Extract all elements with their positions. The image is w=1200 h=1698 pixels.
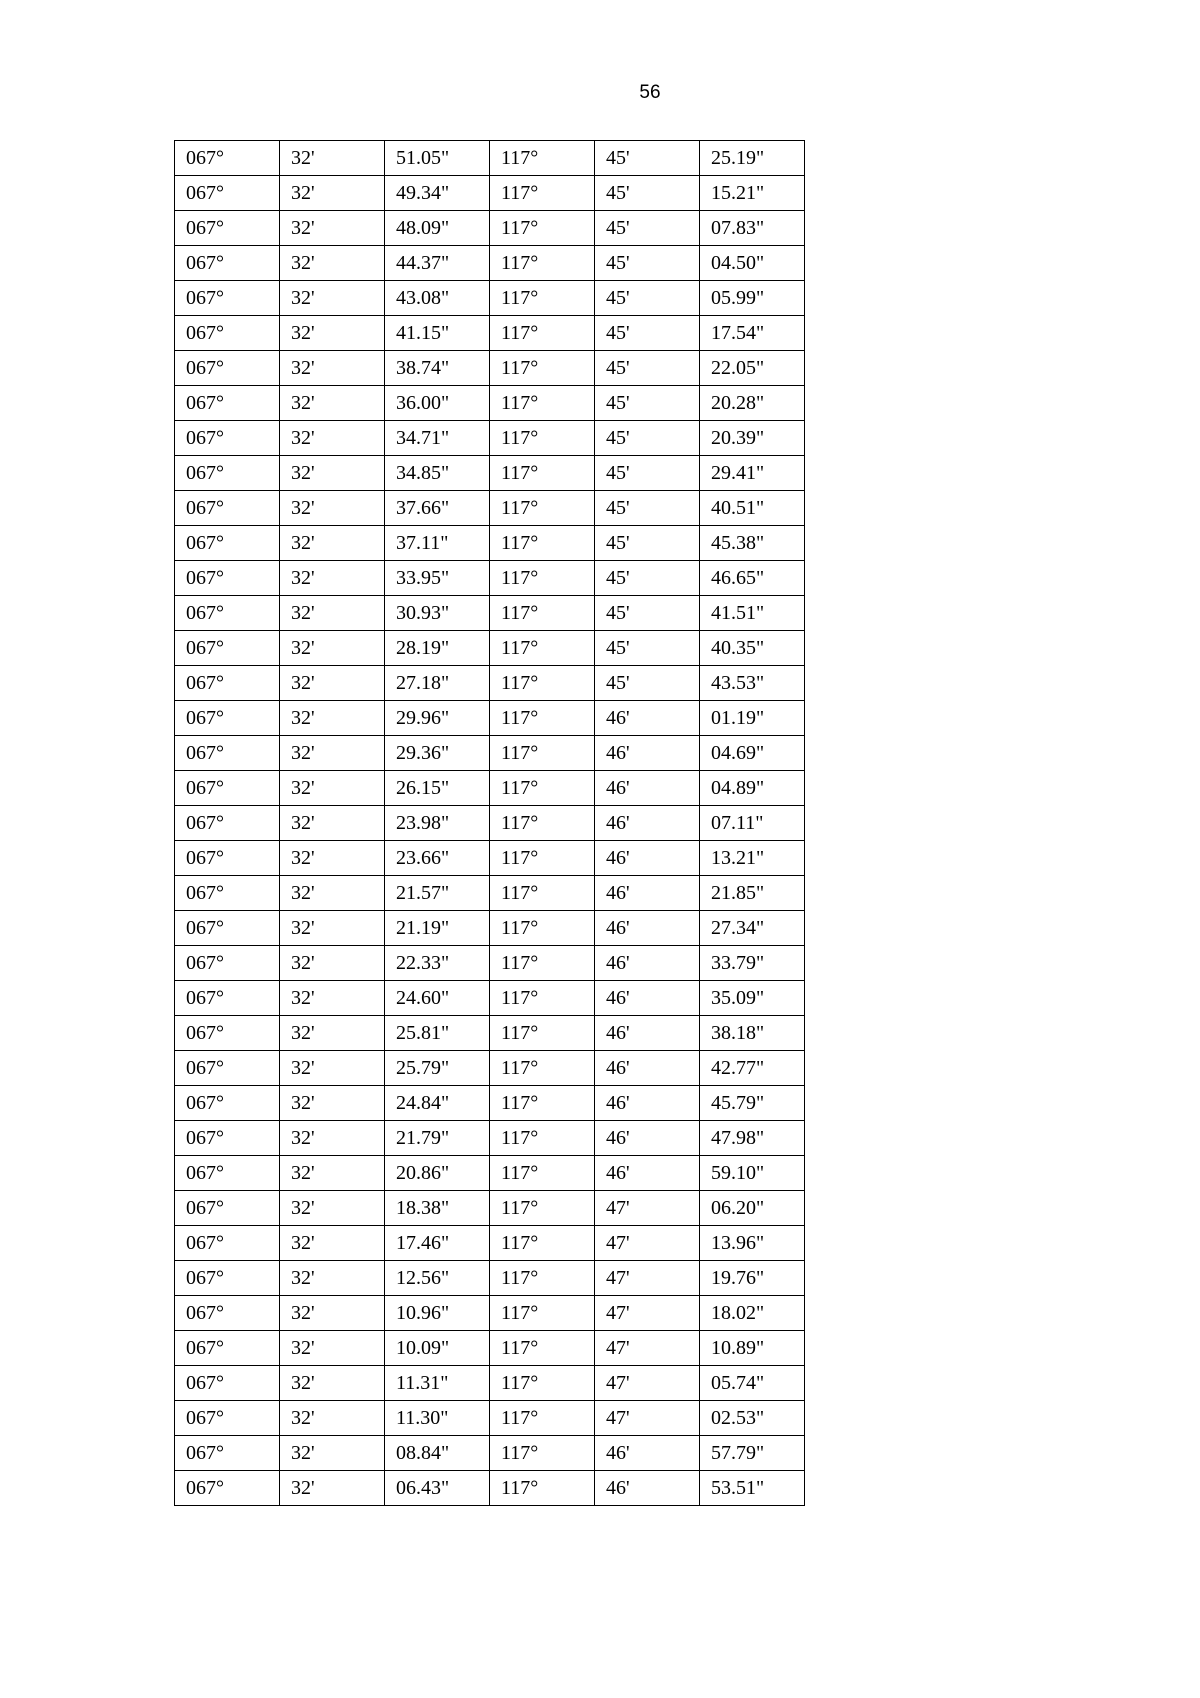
cell-lon-minutes: 45' [595,386,700,421]
cell-lat-minutes: 32' [280,386,385,421]
cell-lat-seconds: 24.60" [385,981,490,1016]
cell-lon-minutes: 46' [595,1051,700,1086]
cell-lon-degrees: 117° [490,701,595,736]
cell-lat-minutes: 32' [280,1156,385,1191]
cell-lat-degrees: 067° [175,351,280,386]
cell-lat-minutes: 32' [280,526,385,561]
cell-lat-minutes: 32' [280,736,385,771]
cell-lon-degrees: 117° [490,1331,595,1366]
table-row [175,841,805,876]
cell-lat-degrees: 067° [175,666,280,701]
table-row [175,1226,805,1261]
cell-lat-minutes: 32' [280,1121,385,1156]
cell-lon-seconds: 45.79" [700,1086,805,1121]
cell-lat-degrees: 067° [175,701,280,736]
cell-lon-seconds: 46.65" [700,561,805,596]
cell-lat-seconds: 21.57" [385,876,490,911]
cell-lat-degrees: 067° [175,1226,280,1261]
cell-lon-seconds: 04.89" [700,771,805,806]
cell-lat-seconds: 25.81" [385,1016,490,1051]
cell-lon-minutes: 46' [595,841,700,876]
cell-lon-minutes: 46' [595,771,700,806]
cell-lat-degrees: 067° [175,421,280,456]
cell-lon-degrees: 117° [490,1051,595,1086]
cell-lat-minutes: 32' [280,981,385,1016]
cell-lon-seconds: 43.53" [700,666,805,701]
cell-lat-minutes: 32' [280,1051,385,1086]
cell-lon-minutes: 45' [595,351,700,386]
cell-lon-minutes: 47' [595,1261,700,1296]
cell-lat-minutes: 32' [280,596,385,631]
cell-lat-degrees: 067° [175,176,280,211]
cell-lat-seconds: 10.09" [385,1331,490,1366]
table-row [175,701,805,736]
table-row [175,281,805,316]
cell-lon-degrees: 117° [490,911,595,946]
cell-lon-degrees: 117° [490,421,595,456]
cell-lon-degrees: 117° [490,981,595,1016]
cell-lat-seconds: 06.43" [385,1471,490,1506]
cell-lat-seconds: 23.98" [385,806,490,841]
cell-lon-minutes: 46' [595,1436,700,1471]
cell-lat-minutes: 32' [280,1226,385,1261]
cell-lat-minutes: 32' [280,1016,385,1051]
cell-lon-degrees: 117° [490,1156,595,1191]
cell-lon-minutes: 46' [595,876,700,911]
cell-lat-degrees: 067° [175,911,280,946]
cell-lon-degrees: 117° [490,876,595,911]
table-row [175,596,805,631]
cell-lon-degrees: 117° [490,1471,595,1506]
cell-lat-seconds: 17.46" [385,1226,490,1261]
table-row [175,806,805,841]
cell-lat-degrees: 067° [175,946,280,981]
cell-lat-degrees: 067° [175,1471,280,1506]
table-row [175,736,805,771]
cell-lon-minutes: 46' [595,736,700,771]
cell-lat-degrees: 067° [175,1156,280,1191]
cell-lat-minutes: 32' [280,631,385,666]
table-row [175,1086,805,1121]
cell-lon-degrees: 117° [490,806,595,841]
cell-lat-minutes: 32' [280,771,385,806]
cell-lat-minutes: 32' [280,211,385,246]
cell-lon-seconds: 05.99" [700,281,805,316]
cell-lon-minutes: 45' [595,281,700,316]
cell-lon-seconds: 02.53" [700,1401,805,1436]
cell-lat-minutes: 32' [280,1086,385,1121]
cell-lat-degrees: 067° [175,386,280,421]
cell-lon-seconds: 18.02" [700,1296,805,1331]
cell-lat-degrees: 067° [175,141,280,176]
cell-lat-degrees: 067° [175,1016,280,1051]
cell-lat-minutes: 32' [280,1436,385,1471]
cell-lon-degrees: 117° [490,1366,595,1401]
cell-lon-seconds: 13.96" [700,1226,805,1261]
cell-lon-seconds: 07.11" [700,806,805,841]
cell-lat-degrees: 067° [175,1261,280,1296]
cell-lat-seconds: 22.33" [385,946,490,981]
cell-lon-minutes: 45' [595,176,700,211]
cell-lon-seconds: 17.54" [700,316,805,351]
cell-lat-seconds: 30.93" [385,596,490,631]
cell-lon-seconds: 20.39" [700,421,805,456]
cell-lat-degrees: 067° [175,246,280,281]
cell-lon-minutes: 45' [595,456,700,491]
cell-lon-degrees: 117° [490,631,595,666]
cell-lon-degrees: 117° [490,176,595,211]
cell-lon-minutes: 46' [595,911,700,946]
cell-lon-degrees: 117° [490,281,595,316]
cell-lon-minutes: 45' [595,211,700,246]
cell-lat-degrees: 067° [175,631,280,666]
cell-lat-seconds: 36.00" [385,386,490,421]
cell-lat-seconds: 21.19" [385,911,490,946]
cell-lat-minutes: 32' [280,351,385,386]
cell-lon-degrees: 117° [490,771,595,806]
coordinates-table [174,140,805,1506]
cell-lat-degrees: 067° [175,1296,280,1331]
cell-lat-minutes: 32' [280,141,385,176]
cell-lat-seconds: 37.66" [385,491,490,526]
cell-lat-minutes: 32' [280,666,385,701]
cell-lon-degrees: 117° [490,1296,595,1331]
cell-lat-degrees: 067° [175,736,280,771]
cell-lat-degrees: 067° [175,1366,280,1401]
cell-lat-minutes: 32' [280,806,385,841]
cell-lon-minutes: 46' [595,1156,700,1191]
cell-lon-degrees: 117° [490,1121,595,1156]
cell-lat-degrees: 067° [175,1401,280,1436]
cell-lon-degrees: 117° [490,1226,595,1261]
cell-lat-minutes: 32' [280,316,385,351]
cell-lon-seconds: 41.51" [700,596,805,631]
cell-lat-minutes: 32' [280,841,385,876]
cell-lat-minutes: 32' [280,1261,385,1296]
page-number: 56 [639,82,661,103]
cell-lat-seconds: 37.11" [385,526,490,561]
cell-lat-seconds: 49.34" [385,176,490,211]
cell-lat-minutes: 32' [280,176,385,211]
cell-lon-seconds: 53.51" [700,1471,805,1506]
cell-lon-degrees: 117° [490,736,595,771]
table-row [175,771,805,806]
cell-lon-degrees: 117° [490,1086,595,1121]
table-row [175,1191,805,1226]
cell-lat-degrees: 067° [175,561,280,596]
cell-lat-seconds: 10.96" [385,1296,490,1331]
cell-lat-seconds: 18.38" [385,1191,490,1226]
table-row [175,981,805,1016]
cell-lat-minutes: 32' [280,421,385,456]
cell-lat-seconds: 43.08" [385,281,490,316]
cell-lon-seconds: 04.69" [700,736,805,771]
table-row [175,1261,805,1296]
cell-lat-seconds: 38.74" [385,351,490,386]
cell-lat-seconds: 28.19" [385,631,490,666]
cell-lat-degrees: 067° [175,806,280,841]
table-row [175,246,805,281]
cell-lon-minutes: 45' [595,246,700,281]
table-row [175,1296,805,1331]
cell-lat-minutes: 32' [280,1471,385,1506]
cell-lat-degrees: 067° [175,1331,280,1366]
cell-lat-minutes: 32' [280,1331,385,1366]
cell-lon-seconds: 05.74" [700,1366,805,1401]
table-row [175,1121,805,1156]
cell-lat-seconds: 33.95" [385,561,490,596]
cell-lon-minutes: 45' [595,631,700,666]
cell-lon-minutes: 46' [595,806,700,841]
cell-lat-degrees: 067° [175,456,280,491]
cell-lon-degrees: 117° [490,1016,595,1051]
cell-lon-degrees: 117° [490,526,595,561]
cell-lat-degrees: 067° [175,526,280,561]
cell-lat-seconds: 34.71" [385,421,490,456]
cell-lon-minutes: 47' [595,1191,700,1226]
cell-lat-seconds: 29.36" [385,736,490,771]
cell-lon-degrees: 117° [490,491,595,526]
cell-lon-minutes: 45' [595,141,700,176]
table-row [175,1471,805,1506]
cell-lon-degrees: 117° [490,946,595,981]
cell-lon-seconds: 13.21" [700,841,805,876]
cell-lon-seconds: 06.20" [700,1191,805,1226]
cell-lat-seconds: 24.84" [385,1086,490,1121]
cell-lat-seconds: 29.96" [385,701,490,736]
cell-lon-seconds: 20.28" [700,386,805,421]
table-row [175,1436,805,1471]
cell-lon-minutes: 47' [595,1366,700,1401]
cell-lon-degrees: 117° [490,211,595,246]
cell-lon-degrees: 117° [490,246,595,281]
cell-lat-degrees: 067° [175,281,280,316]
cell-lat-minutes: 32' [280,491,385,526]
cell-lon-minutes: 46' [595,1121,700,1156]
cell-lat-seconds: 26.15" [385,771,490,806]
cell-lon-seconds: 15.21" [700,176,805,211]
cell-lat-seconds: 41.15" [385,316,490,351]
cell-lon-minutes: 45' [595,596,700,631]
table-row [175,876,805,911]
cell-lon-minutes: 46' [595,701,700,736]
table-row [175,526,805,561]
table-row [175,351,805,386]
cell-lon-degrees: 117° [490,666,595,701]
cell-lat-seconds: 34.85" [385,456,490,491]
cell-lat-seconds: 44.37" [385,246,490,281]
cell-lat-minutes: 32' [280,281,385,316]
table-row [175,1051,805,1086]
cell-lat-minutes: 32' [280,1296,385,1331]
cell-lat-degrees: 067° [175,841,280,876]
cell-lon-seconds: 40.51" [700,491,805,526]
cell-lon-minutes: 46' [595,1471,700,1506]
cell-lat-seconds: 51.05" [385,141,490,176]
cell-lon-minutes: 45' [595,666,700,701]
cell-lon-seconds: 57.79" [700,1436,805,1471]
cell-lon-degrees: 117° [490,1436,595,1471]
cell-lon-minutes: 46' [595,946,700,981]
cell-lon-degrees: 117° [490,841,595,876]
cell-lon-minutes: 45' [595,526,700,561]
cell-lon-minutes: 46' [595,981,700,1016]
table-row [175,211,805,246]
cell-lat-minutes: 32' [280,946,385,981]
cell-lon-minutes: 47' [595,1331,700,1366]
cell-lon-minutes: 46' [595,1086,700,1121]
cell-lon-seconds: 59.10" [700,1156,805,1191]
cell-lon-seconds: 27.34" [700,911,805,946]
cell-lon-seconds: 04.50" [700,246,805,281]
cell-lat-minutes: 32' [280,456,385,491]
table-row [175,456,805,491]
cell-lat-seconds: 27.18" [385,666,490,701]
cell-lon-minutes: 46' [595,1016,700,1051]
table-row [175,666,805,701]
cell-lon-seconds: 25.19" [700,141,805,176]
cell-lat-seconds: 21.79" [385,1121,490,1156]
cell-lat-minutes: 32' [280,911,385,946]
cell-lon-seconds: 35.09" [700,981,805,1016]
cell-lon-seconds: 42.77" [700,1051,805,1086]
cell-lat-degrees: 067° [175,1086,280,1121]
cell-lon-degrees: 117° [490,386,595,421]
cell-lon-minutes: 47' [595,1401,700,1436]
cell-lat-minutes: 32' [280,1401,385,1436]
cell-lat-minutes: 32' [280,876,385,911]
cell-lat-minutes: 32' [280,561,385,596]
cell-lat-seconds: 11.31" [385,1366,490,1401]
cell-lat-seconds: 08.84" [385,1436,490,1471]
cell-lat-degrees: 067° [175,1436,280,1471]
cell-lon-minutes: 45' [595,491,700,526]
cell-lat-degrees: 067° [175,1121,280,1156]
cell-lat-seconds: 25.79" [385,1051,490,1086]
cell-lat-seconds: 23.66" [385,841,490,876]
cell-lon-minutes: 45' [595,421,700,456]
cell-lon-degrees: 117° [490,1261,595,1296]
table-row [175,176,805,211]
cell-lon-seconds: 22.05" [700,351,805,386]
table-row [175,631,805,666]
cell-lat-degrees: 067° [175,981,280,1016]
cell-lat-minutes: 32' [280,1366,385,1401]
table-row [175,1401,805,1436]
cell-lat-degrees: 067° [175,771,280,806]
cell-lon-degrees: 117° [490,1401,595,1436]
cell-lon-degrees: 117° [490,316,595,351]
cell-lon-seconds: 38.18" [700,1016,805,1051]
cell-lon-seconds: 45.38" [700,526,805,561]
cell-lat-degrees: 067° [175,1051,280,1086]
table-row [175,316,805,351]
cell-lat-seconds: 11.30" [385,1401,490,1436]
table-row [175,421,805,456]
coordinates-table-body [175,141,805,1506]
table-row [175,1016,805,1051]
cell-lat-degrees: 067° [175,211,280,246]
table-row [175,561,805,596]
cell-lat-minutes: 32' [280,701,385,736]
table-row [175,141,805,176]
cell-lon-degrees: 117° [490,561,595,596]
cell-lon-seconds: 47.98" [700,1121,805,1156]
table-row [175,946,805,981]
cell-lon-seconds: 40.35" [700,631,805,666]
cell-lon-minutes: 45' [595,316,700,351]
table-row [175,911,805,946]
cell-lat-seconds: 48.09" [385,211,490,246]
cell-lon-degrees: 117° [490,141,595,176]
cell-lon-seconds: 10.89" [700,1331,805,1366]
cell-lon-minutes: 47' [595,1296,700,1331]
cell-lon-degrees: 117° [490,351,595,386]
table-row [175,1331,805,1366]
cell-lon-seconds: 19.76" [700,1261,805,1296]
cell-lon-minutes: 47' [595,1226,700,1261]
cell-lat-seconds: 12.56" [385,1261,490,1296]
cell-lon-seconds: 29.41" [700,456,805,491]
cell-lat-degrees: 067° [175,316,280,351]
cell-lon-seconds: 07.83" [700,211,805,246]
table-row [175,491,805,526]
table-row [175,1156,805,1191]
table-row [175,1366,805,1401]
cell-lon-seconds: 33.79" [700,946,805,981]
cell-lat-minutes: 32' [280,1191,385,1226]
table-row [175,386,805,421]
cell-lon-seconds: 21.85" [700,876,805,911]
cell-lon-degrees: 117° [490,456,595,491]
cell-lat-degrees: 067° [175,876,280,911]
cell-lat-degrees: 067° [175,596,280,631]
cell-lon-seconds: 01.19" [700,701,805,736]
cell-lat-degrees: 067° [175,491,280,526]
cell-lat-minutes: 32' [280,246,385,281]
cell-lat-degrees: 067° [175,1191,280,1226]
cell-lon-degrees: 117° [490,1191,595,1226]
cell-lat-seconds: 20.86" [385,1156,490,1191]
cell-lon-minutes: 45' [595,561,700,596]
cell-lon-degrees: 117° [490,596,595,631]
